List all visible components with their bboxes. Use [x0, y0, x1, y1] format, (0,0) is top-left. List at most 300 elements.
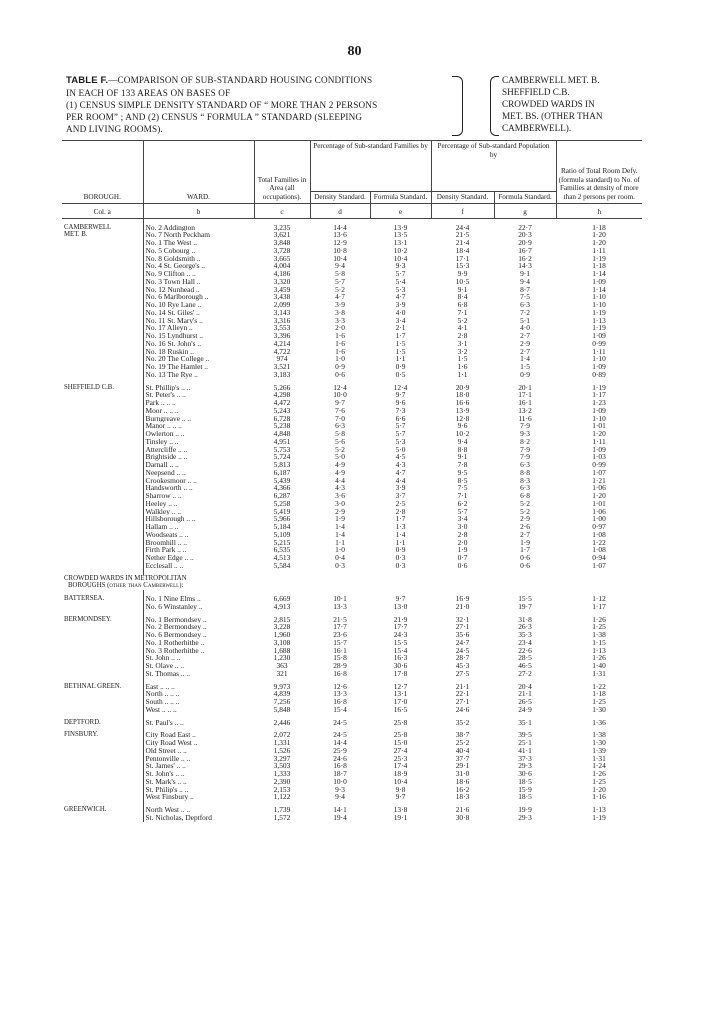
families-formula-pct: 13·8: [393, 806, 408, 814]
families-formula-pct: 13·1: [393, 690, 408, 699]
families-formula-pct: 10·4: [393, 254, 408, 263]
ward-name: No. 1 Bermondsey ..: [143, 616, 254, 624]
room-deficiency-ratio: 1·30: [592, 705, 606, 714]
population-density-pct: 3·4: [457, 515, 468, 524]
ward-name: St. John .. ..: [143, 654, 254, 662]
table-row: [62, 332, 642, 340]
families-formula-pct: 15·5: [393, 638, 408, 647]
families-density-pct: 4·7: [335, 293, 345, 302]
room-deficiency-ratio: 1·06: [592, 507, 606, 516]
table-row: [62, 399, 642, 407]
population-density-pct: 10·2: [455, 430, 470, 438]
table-row: [62, 603, 642, 611]
room-deficiency-ratio: 1·40: [592, 662, 606, 670]
total-families: 3,503: [273, 762, 291, 771]
families-formula-pct: 9·7: [395, 793, 406, 802]
families-formula-pct: 17·4: [393, 762, 408, 771]
population-formula-pct: 23·4: [518, 638, 532, 647]
total-families: 6,535: [273, 546, 291, 555]
ward-name: South .. .. ..: [143, 698, 254, 706]
table-row: [62, 477, 642, 485]
population-density-pct: 27·1: [455, 698, 470, 706]
borough-name: MET. B.: [64, 231, 88, 239]
borough-cell: [62, 301, 143, 309]
ward-name: Walkley .. ..: [143, 508, 254, 516]
total-families: 3,728: [273, 246, 291, 255]
population-density-pct: 9·5: [457, 468, 468, 477]
population-formula-pct: 20·3: [518, 231, 532, 240]
table-row: [62, 683, 642, 691]
table-row: [62, 562, 642, 570]
population-density-pct: 27·1: [455, 623, 470, 632]
table-row: [62, 806, 642, 814]
families-formula-pct: 0·9: [395, 363, 406, 371]
borough-cell: [62, 562, 143, 570]
section-heading-blank: [310, 582, 642, 590]
ward-name: Owlerton .. ..: [143, 430, 254, 438]
population-density-pct: 24·5: [455, 646, 470, 655]
families-density-pct: 5·7: [335, 277, 345, 286]
families-density-pct: 5·0: [335, 453, 345, 462]
families-formula-pct: 16·5: [393, 705, 408, 714]
room-deficiency-ratio: 1·18: [592, 262, 606, 271]
total-families: 5,243: [273, 406, 291, 415]
population-formula-pct: 16·2: [518, 254, 532, 263]
table-row: [62, 348, 642, 356]
population-formula-pct: 0·9: [520, 370, 530, 379]
ward-name: St. Olave .. ..: [143, 662, 254, 670]
population-density-pct: 6·8: [457, 301, 468, 309]
table-row: [62, 484, 642, 492]
families-density-pct: 3·0: [335, 499, 345, 508]
total-families: 5,419: [273, 507, 291, 516]
total-families: 4,214: [273, 339, 291, 348]
table-row: [62, 293, 642, 301]
families-formula-pct: 3·4: [395, 316, 406, 325]
room-deficiency-ratio: 1·38: [592, 631, 606, 639]
population-formula-pct: 9·3: [520, 430, 530, 438]
room-deficiency-ratio: 1·26: [592, 615, 606, 624]
col-label-b: b: [143, 203, 254, 218]
ward-name: Manor .. .. ..: [143, 422, 254, 430]
table-row: [62, 523, 642, 531]
room-deficiency-ratio: 1·19: [592, 308, 606, 317]
population-density-pct: 45·3: [455, 662, 470, 670]
families-density-pct: 24·5: [333, 718, 347, 727]
total-families: 5,584: [273, 561, 291, 570]
table-row: [62, 492, 642, 500]
room-deficiency-ratio: 1·08: [592, 546, 606, 555]
population-density-pct: 0·6: [457, 561, 468, 570]
borough-cell: [62, 523, 143, 531]
borough-cell: [62, 647, 143, 655]
population-density-pct: 6·2: [457, 499, 468, 508]
room-deficiency-ratio: 1·14: [592, 270, 606, 278]
families-density-pct: 24·6: [333, 754, 347, 763]
population-formula-pct: 2·6: [520, 523, 530, 531]
population-density-pct: 7·5: [457, 484, 468, 493]
table-row: [62, 719, 642, 727]
table-row: [62, 324, 642, 332]
families-formula-pct: 9·6: [395, 399, 406, 407]
borough-cell: [62, 348, 143, 356]
table-row: [62, 391, 642, 399]
ward-name: St. Mark's .. ..: [143, 778, 254, 786]
population-density-pct: 24·6: [455, 705, 470, 714]
population-density-pct: 9·4: [457, 437, 468, 446]
population-density-pct: 31·0: [455, 770, 470, 778]
families-density-pct: 17·7: [333, 623, 347, 632]
population-formula-pct: 2·9: [520, 515, 530, 524]
population-formula-pct: 11·6: [518, 414, 532, 423]
total-families: 1,739: [273, 806, 291, 814]
population-density-pct: 18·4: [455, 246, 470, 255]
total-families: 5,966: [273, 515, 291, 524]
families-formula-pct: 4·3: [395, 461, 406, 469]
ward-name: Darnall .. ..: [143, 461, 254, 469]
room-deficiency-ratio: 1·19: [592, 254, 606, 263]
table-row: [62, 698, 642, 706]
borough-cell: [62, 461, 143, 469]
borough-cell: [62, 340, 143, 348]
population-density-pct: 27·5: [455, 669, 470, 678]
total-families: 1,122: [273, 793, 291, 802]
families-density-pct: 5·2: [335, 445, 345, 454]
header-total-families: Total Families in Area (all occupations).: [254, 141, 310, 204]
table-row: [62, 546, 642, 554]
borough-cell: [62, 247, 143, 255]
total-families: 6,287: [273, 492, 291, 500]
borough-cell: [62, 477, 143, 485]
families-formula-pct: 5·7: [395, 430, 406, 438]
population-formula-pct: 15·5: [518, 595, 532, 603]
borough-name: DEPTFORD.: [64, 718, 101, 726]
families-density-pct: 5·6: [335, 437, 345, 446]
total-families: 1,572: [273, 813, 291, 822]
population-formula-pct: 6·3: [520, 461, 530, 469]
ward-name: No. 15 Lyndhurst ..: [143, 332, 254, 340]
room-deficiency-ratio: 0·97: [592, 523, 606, 531]
ward-name: No. 1 The West ..: [143, 239, 254, 247]
room-deficiency-ratio: 1·17: [592, 602, 606, 611]
room-deficiency-ratio: 1·26: [592, 654, 606, 663]
table-body: [62, 218, 642, 822]
total-families: 3,297: [273, 754, 291, 763]
total-families: 4,004: [273, 262, 291, 271]
borough-cell: [62, 747, 143, 755]
table-row: [62, 747, 642, 755]
families-density-pct: 1·9: [335, 515, 345, 524]
families-formula-pct: 0·5: [395, 370, 406, 379]
room-deficiency-ratio: 1·09: [592, 445, 606, 454]
families-formula-pct: 6·6: [395, 414, 406, 423]
col-label-a: Col. a: [62, 203, 143, 218]
borough-cell: [62, 623, 143, 631]
families-density-pct: 5·8: [335, 270, 345, 278]
room-deficiency-ratio: 1·13: [592, 806, 606, 814]
borough-cell: [62, 698, 143, 706]
population-formula-pct: 46·5: [518, 662, 532, 670]
borough-cell: [62, 662, 143, 670]
total-families: 5,753: [273, 445, 291, 454]
population-formula-pct: 19·7: [518, 602, 532, 611]
families-density-pct: 13·3: [333, 602, 347, 611]
borough-name: BETHNAL GREEN.: [64, 682, 122, 690]
table-row: [62, 255, 642, 263]
room-deficiency-ratio: 1·09: [592, 277, 606, 286]
families-formula-pct: 3·7: [395, 492, 406, 500]
col-label-h: h: [556, 203, 642, 218]
population-formula-pct: 8·2: [520, 437, 530, 446]
room-deficiency-ratio: 1·11: [592, 246, 606, 255]
population-formula-pct: 20·9: [518, 239, 532, 247]
borough-cell: [62, 762, 143, 770]
table-row: [62, 595, 642, 603]
total-families: 3,621: [273, 231, 291, 240]
population-density-pct: 17·1: [455, 254, 470, 263]
ward-name: No. 2 Addington: [143, 224, 254, 232]
families-formula-pct: 13·0: [393, 602, 408, 611]
caption-line-2: IN EACH OF 133 AREAS ON BASES OF: [66, 88, 231, 98]
population-density-pct: 1·6: [457, 363, 468, 371]
population-formula-pct: 1·9: [520, 538, 530, 547]
total-families: 3,108: [273, 638, 291, 647]
families-density-pct: 0·4: [335, 554, 345, 562]
families-formula-pct: 17·7: [393, 623, 408, 632]
borough-cell: [62, 706, 143, 714]
total-families: 4,513: [273, 554, 291, 562]
borough-cell: [62, 554, 143, 562]
population-formula-pct: 9·4: [520, 277, 530, 286]
families-density-pct: 7·0: [335, 414, 345, 423]
population-density-pct: 40·4: [455, 746, 470, 755]
population-density-pct: 12·8: [455, 414, 470, 423]
ward-name: St. James' .. ..: [143, 762, 254, 770]
header-population-density: Density Standard.: [431, 192, 494, 204]
population-density-pct: 3·0: [457, 523, 468, 531]
ward-name: Neepsend .. ..: [143, 469, 254, 477]
header-families-formula: Formula Standard.: [370, 192, 431, 204]
population-formula-pct: 41·1: [518, 746, 532, 755]
families-formula-pct: 30·6: [393, 662, 408, 670]
population-formula-pct: 35·3: [518, 631, 532, 639]
families-density-pct: 10·0: [333, 391, 347, 400]
ward-name: Crookesmoor .. ..: [143, 477, 254, 485]
header-pct-families: Percentage of Sub-standard Families by: [310, 141, 431, 192]
families-density-pct: 1·1: [335, 538, 345, 547]
ward-name: No. 1 Nine Elms ..: [143, 595, 254, 603]
room-deficiency-ratio: 1·20: [592, 239, 606, 247]
ward-name: No. 6 Bermondsey ..: [143, 631, 254, 639]
population-density-pct: 28·7: [455, 654, 470, 663]
total-families: 1,230: [273, 654, 291, 663]
families-density-pct: 3·3: [335, 316, 345, 325]
header-borough: BOROUGH.: [62, 141, 143, 204]
families-formula-pct: 10·4: [393, 777, 408, 786]
borough-cell: [62, 446, 143, 454]
total-families: 3,143: [273, 308, 291, 317]
caption-line-3: (1) CENSUS SIMPLE DENSITY STANDARD OF “ MORE THAN 2 PERSONS: [66, 100, 378, 110]
families-formula-pct: 12·7: [393, 682, 408, 691]
header-ward: WARD.: [143, 141, 254, 204]
ward-name: Attercliffe .. ..: [143, 446, 254, 454]
ward-name: Brightside .. ..: [143, 453, 254, 461]
total-families: 4,848: [273, 430, 291, 438]
total-families: 4,839: [273, 690, 291, 699]
ward-name: No. 16 St. John's ..: [143, 340, 254, 348]
population-density-pct: 13·9: [455, 406, 470, 415]
total-families: 6,669: [273, 595, 291, 603]
population-formula-pct: 18·5: [518, 793, 532, 802]
families-density-pct: 1·0: [335, 546, 345, 555]
ward-name: No. 17 Alleyn ..: [143, 324, 254, 332]
families-formula-pct: 21·9: [393, 615, 408, 624]
total-families: 2,390: [273, 777, 291, 786]
housing-table: [62, 140, 642, 822]
families-formula-pct: 15·0: [393, 739, 408, 747]
room-deficiency-ratio: 1·16: [592, 793, 606, 802]
room-deficiency-ratio: 1·11: [592, 437, 606, 446]
borough-cell: [62, 270, 143, 278]
families-formula-pct: 13·1: [393, 239, 408, 247]
borough-cell: [62, 469, 143, 477]
ward-name: Tinsley .. ..: [143, 438, 254, 446]
room-deficiency-ratio: 1·20: [592, 785, 606, 794]
table-row: [62, 786, 642, 794]
borough-cell: [62, 363, 143, 371]
table-row: [62, 623, 642, 631]
ward-name: Sharrow .. ..: [143, 492, 254, 500]
borough-cell: [62, 690, 143, 698]
table-row: [62, 355, 642, 363]
borough-cell: [62, 778, 143, 786]
ward-name: No. 19 The Hamlet ..: [143, 363, 254, 371]
table-caption: [66, 74, 466, 135]
table-row: [62, 453, 642, 461]
population-formula-pct: 26·3: [518, 623, 532, 632]
families-density-pct: 25·9: [333, 746, 347, 755]
room-deficiency-ratio: 1·23: [592, 399, 606, 407]
room-deficiency-ratio: 1·18: [592, 690, 606, 699]
section-heading: CROWDED WARDS IN METROPOLITAN: [64, 574, 187, 582]
families-density-pct: 10·8: [333, 246, 347, 255]
population-formula-pct: 5·1: [520, 316, 530, 325]
col-label-g: g: [494, 203, 556, 218]
table-row: [62, 539, 642, 547]
ward-name: St. Peter's .. ..: [143, 391, 254, 399]
ward-name: Moor .. .. ..: [143, 407, 254, 415]
families-density-pct: 16·8: [333, 762, 347, 771]
table-row: [62, 469, 642, 477]
families-density-pct: 6·3: [335, 422, 345, 431]
population-formula-pct: 15·9: [518, 785, 532, 794]
room-deficiency-ratio: 1·25: [592, 777, 606, 786]
population-density-pct: 7·1: [457, 308, 468, 317]
population-formula-pct: 0·6: [520, 561, 530, 570]
caption-area-4: MET. BS. (OTHER THAN: [502, 111, 603, 121]
total-families: 2,099: [273, 301, 291, 309]
families-density-pct: 15·8: [333, 654, 347, 663]
ward-name: No. 10 Rye Lane ..: [143, 301, 254, 309]
room-deficiency-ratio: 1·19: [592, 324, 606, 333]
page-number: 80: [347, 44, 362, 59]
families-density-pct: 1·4: [335, 523, 345, 531]
population-density-pct: 7·8: [457, 461, 468, 469]
population-formula-pct: 13·2: [518, 406, 532, 415]
families-density-pct: 1·0: [335, 355, 345, 364]
col-label-f: f: [431, 203, 494, 218]
room-deficiency-ratio: 1·07: [592, 468, 606, 477]
population-density-pct: 21·5: [455, 231, 470, 240]
total-families: 3,665: [273, 254, 291, 263]
families-density-pct: 18·7: [333, 770, 347, 778]
ward-name: Park .. .. ..: [143, 399, 254, 407]
population-density-pct: 9·9: [457, 270, 468, 278]
ward-name: North .. .. ..: [143, 690, 254, 698]
population-density-pct: 21·0: [455, 602, 470, 611]
table-row: [62, 430, 642, 438]
table-row: [62, 224, 642, 232]
ward-name: No. 12 Nunhead ..: [143, 286, 254, 294]
total-families: 321: [276, 669, 288, 678]
population-formula-pct: 37·3: [518, 754, 532, 763]
table-row: [62, 770, 642, 778]
total-families: 4,186: [273, 270, 291, 278]
total-families: 3,848: [273, 239, 291, 247]
population-formula-pct: 1·4: [520, 355, 530, 364]
table-row: [62, 301, 642, 309]
population-density-pct: 38·7: [455, 731, 470, 740]
population-formula-pct: 4·0: [520, 324, 530, 333]
population-density-pct: 8·4: [457, 293, 468, 302]
total-families: 5,266: [273, 383, 291, 392]
families-density-pct: 13·3: [333, 690, 347, 699]
ward-name: St. Phillip's .. ..: [143, 384, 254, 392]
families-formula-pct: 24·3: [393, 631, 408, 639]
population-density-pct: 10·5: [455, 277, 470, 286]
ward-name: Old Street .. ..: [143, 747, 254, 755]
ward-name: No. 11 St. Mary's ..: [143, 317, 254, 325]
total-families: 4,298: [273, 391, 291, 400]
families-formula-pct: 2·5: [395, 499, 406, 508]
families-formula-pct: 25·8: [393, 718, 408, 727]
table-row: [62, 654, 642, 662]
ward-name: City Road East ..: [143, 731, 254, 739]
ward-name: City Road West ..: [143, 739, 254, 747]
total-families: 5,258: [273, 499, 291, 508]
borough-cell: [62, 262, 143, 270]
families-formula-pct: 17·8: [393, 669, 408, 678]
population-formula-pct: 7·9: [520, 453, 530, 462]
population-density-pct: 37·7: [455, 754, 470, 763]
ward-name: East .. .. ..: [143, 683, 254, 691]
population-formula-pct: 0·6: [520, 554, 530, 562]
room-deficiency-ratio: 1·21: [592, 476, 606, 485]
families-formula-pct: 5·3: [395, 285, 406, 294]
population-density-pct: 1·1: [457, 370, 468, 379]
population-density-pct: 7·1: [457, 492, 468, 500]
families-density-pct: 3·9: [335, 301, 345, 309]
room-deficiency-ratio: 1·24: [592, 762, 606, 771]
ward-name: Hillsborough .. ..: [143, 515, 254, 523]
borough-cell: [62, 371, 143, 379]
total-families: 2,072: [273, 731, 291, 740]
total-families: 6,187: [273, 468, 291, 477]
borough-cell: [62, 500, 143, 508]
families-formula-pct: 0·3: [395, 561, 406, 570]
families-formula-pct: 1·7: [395, 332, 406, 340]
room-deficiency-ratio: 1·20: [592, 492, 606, 500]
